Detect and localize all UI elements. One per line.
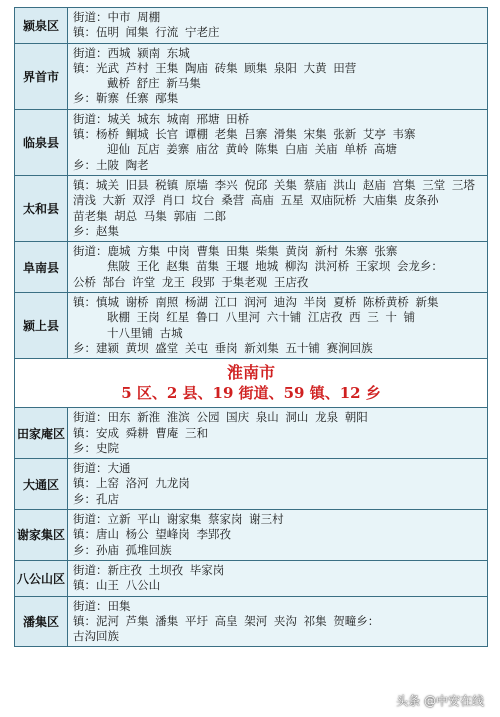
district-name: 颍泉区 xyxy=(15,8,68,44)
subdivision-line xyxy=(73,112,483,127)
subdivision-names: 光武 芦村 王集 陶庙 砖集 顾集 泉阳 大黄 田营 xyxy=(96,60,357,75)
district-subdivisions xyxy=(68,175,488,241)
subdivision-names: 清浅 大新 双浮 肖口 坟台 桑营 高庙 五星 双庙阮桥 大庙集 皮条孙 xyxy=(73,193,439,208)
district-subdivisions xyxy=(68,43,488,109)
subdivision-names: 古沟回族 xyxy=(73,629,119,644)
subdivision-type-label: 镇： xyxy=(73,476,96,491)
subdivision-names: 杨桥 鲖城 长官 谭棚 老集 吕寨 滑集 宋集 张新 艾亭 韦寨 xyxy=(96,127,416,142)
district-row xyxy=(15,293,488,359)
district-row xyxy=(15,8,488,44)
subdivision-names: 靳寨 任寨 邴集 xyxy=(96,91,179,106)
subdivision-line xyxy=(73,244,483,259)
city-header-cell xyxy=(15,359,488,408)
district-subdivisions xyxy=(68,510,488,561)
subdivision-names: 十八里铺 古城 xyxy=(107,325,183,340)
subdivision-names: 苗老集 胡总 马集 郭庙 二郎 xyxy=(73,208,227,223)
subdivision-line xyxy=(73,441,483,456)
subdivision-names: 鹿城 方集 中岗 曹集 田集 柴集 黄岗 新村 朱寨 张寨 xyxy=(107,244,398,259)
subdivision-line xyxy=(73,259,483,274)
subdivision-names: 西城 颍南 东城 xyxy=(107,45,190,60)
city-stats: 5 区、2 县、19 街道、59 镇、12 乡 xyxy=(121,384,381,403)
district-name: 界首市 xyxy=(15,43,68,109)
subdivision-line xyxy=(73,193,483,208)
subdivision-line xyxy=(73,178,483,193)
subdivision-line xyxy=(73,310,483,325)
subdivision-names: 山王 八公山 xyxy=(96,578,161,593)
subdivision-type-label: 乡： xyxy=(73,157,96,172)
subdivision-names: 安成 舜耕 曹庵 三和 xyxy=(96,425,208,440)
subdivision-line xyxy=(73,142,483,157)
subdivision-type-label: 乡： xyxy=(73,440,96,455)
subdivision-type-label: 镇： xyxy=(73,127,96,142)
district-name: 潘集区 xyxy=(15,596,68,647)
subdivision-line xyxy=(73,46,483,61)
subdivision-line xyxy=(73,127,483,142)
subdivision-names: 戴桥 舒庄 新马集 xyxy=(107,76,201,91)
subdivision-names: 史院 xyxy=(96,440,119,455)
subdivision-line xyxy=(73,410,483,425)
district-subdivisions xyxy=(68,459,488,510)
district-subdivisions xyxy=(68,596,488,647)
subdivision-line xyxy=(73,426,483,441)
district-subdivisions xyxy=(68,293,488,359)
subdivision-line xyxy=(73,461,483,476)
subdivision-line xyxy=(73,341,483,356)
subdivision-type-label: 街道： xyxy=(73,45,108,60)
subdivision-line xyxy=(73,512,483,527)
subdivision-line xyxy=(73,275,483,290)
district-name: 大通区 xyxy=(15,459,68,510)
subdivision-type-label: 镇： xyxy=(73,425,96,440)
subdivision-names: 公桥 郜台 许堂 龙王 段郢 于集老观 王店孜 xyxy=(73,274,309,289)
district-subdivisions xyxy=(68,109,488,175)
subdivision-names: 耿棚 王岗 红星 鲁口 八里河 六十铺 江店孜 西 三 十 铺 xyxy=(107,310,416,325)
subdivision-names: 迎仙 瓦店 姜寨 庙岔 黄岭 陈集 白庙 关庙 单桥 高塘 xyxy=(107,142,397,157)
subdivision-line xyxy=(73,476,483,491)
subdivision-names: 建颍 黄坝 盛堂 关屯 垂岗 新刘集 五十铺 赛涧回族 xyxy=(96,340,373,355)
subdivision-line xyxy=(73,527,483,542)
subdivision-names: 大通 xyxy=(107,461,131,476)
subdivision-type-label: 街道： xyxy=(73,244,108,259)
district-row xyxy=(15,43,488,109)
district-name: 阜南县 xyxy=(15,242,68,293)
district-row xyxy=(15,408,488,459)
subdivision-type-label: 镇： xyxy=(73,527,96,542)
subdivision-names: 唐山 杨公 望峰岗 李郢孜 xyxy=(96,527,231,542)
subdivision-line xyxy=(73,599,483,614)
subdivision-line xyxy=(73,543,483,558)
district-name: 田家庵区 xyxy=(15,408,68,459)
subdivision-names: 孔店 xyxy=(96,491,119,506)
admin-division-table xyxy=(14,7,488,647)
subdivision-line xyxy=(73,578,483,593)
subdivision-line xyxy=(73,91,483,106)
subdivision-type-label: 街道： xyxy=(73,562,108,577)
subdivision-line xyxy=(73,492,483,507)
subdivision-line xyxy=(73,10,483,25)
subdivision-names: 田东 新淮 淮滨 公园 国庆 泉山 洞山 龙泉 朝阳 xyxy=(107,410,368,425)
district-subdivisions xyxy=(68,8,488,44)
subdivision-names: 新庄孜 土坝孜 毕家岗 xyxy=(107,562,225,577)
subdivision-line xyxy=(73,326,483,341)
subdivision-type-label: 镇： xyxy=(73,177,96,192)
subdivision-type-label: 乡： xyxy=(73,340,96,355)
subdivision-line xyxy=(73,614,483,629)
subdivision-line xyxy=(73,629,483,644)
district-subdivisions xyxy=(68,242,488,293)
subdivision-line xyxy=(73,563,483,578)
district-name: 颍上县 xyxy=(15,293,68,359)
subdivision-type-label: 乡： xyxy=(73,542,96,557)
subdivision-type-label: 街道： xyxy=(73,10,108,24)
subdivision-names: 焦陂 王化 赵集 苗集 王堰 地城 柳沟 洪河桥 王家坝 会龙乡： xyxy=(107,259,443,274)
district-name: 谢家集区 xyxy=(15,510,68,561)
subdivision-line xyxy=(73,76,483,91)
district-row xyxy=(15,242,488,293)
district-name: 太和县 xyxy=(15,175,68,241)
subdivision-type-label: 镇： xyxy=(73,578,96,593)
subdivision-type-label: 镇： xyxy=(73,613,96,628)
subdivision-line xyxy=(73,25,483,40)
subdivision-type-label: 乡： xyxy=(73,91,96,106)
subdivision-type-label: 街道： xyxy=(73,111,108,126)
city-header-row xyxy=(15,359,488,408)
district-name: 八公山区 xyxy=(15,560,68,596)
district-row xyxy=(15,109,488,175)
district-name: 临泉县 xyxy=(15,109,68,175)
subdivision-type-label: 乡： xyxy=(73,223,96,238)
subdivision-names: 城关 旧县 税镇 原墙 李兴 倪邱 关集 蔡庙 洪山 赵庙 宫集 三堂 三塔 xyxy=(96,177,475,192)
subdivision-line xyxy=(73,224,483,239)
subdivision-names: 孙庙 孤堆回族 xyxy=(96,542,172,557)
subdivision-names: 上窑 洛河 九龙岗 xyxy=(96,476,190,491)
subdivision-type-label: 镇： xyxy=(73,25,96,40)
subdivision-names: 赵集 xyxy=(96,223,119,238)
subdivision-type-label: 镇： xyxy=(73,60,96,75)
subdivision-line xyxy=(73,61,483,76)
subdivision-type-label: 镇： xyxy=(73,295,96,310)
subdivision-names: 土陂 陶老 xyxy=(96,157,149,172)
subdivision-names: 中市 周棚 xyxy=(107,10,161,24)
district-subdivisions xyxy=(68,560,488,596)
subdivision-names: 城关 城东 城南 邢塘 田桥 xyxy=(107,111,250,126)
district-row xyxy=(15,459,488,510)
subdivision-names: 伍明 闻集 行流 宁老庄 xyxy=(96,25,220,40)
subdivision-names: 田集 xyxy=(107,598,131,613)
subdivision-type-label: 街道： xyxy=(73,598,108,613)
subdivision-type-label: 街道： xyxy=(73,461,108,476)
subdivision-names: 慎城 谢桥 南照 杨湖 江口 润河 迪沟 半岗 夏桥 陈桥黄桥 新集 xyxy=(96,295,439,310)
subdivision-type-label: 乡： xyxy=(73,491,96,506)
subdivision-type-label: 街道： xyxy=(73,512,108,527)
district-row xyxy=(15,596,488,647)
city-name: 淮南市 xyxy=(226,363,275,383)
watermark: 头条 @中安在线 xyxy=(396,694,484,708)
district-subdivisions xyxy=(68,408,488,459)
district-row xyxy=(15,510,488,561)
district-row xyxy=(15,175,488,241)
subdivision-names: 泥河 芦集 潘集 平圩 高皇 架河 夹沟 祁集 贺疃乡： xyxy=(96,613,380,628)
subdivision-type-label: 街道： xyxy=(73,410,108,425)
subdivision-names: 立新 平山 谢家集 蔡家岗 谢三村 xyxy=(107,512,284,527)
subdivision-line xyxy=(73,209,483,224)
subdivision-line xyxy=(73,158,483,173)
subdivision-line xyxy=(73,295,483,310)
district-row xyxy=(15,560,488,596)
